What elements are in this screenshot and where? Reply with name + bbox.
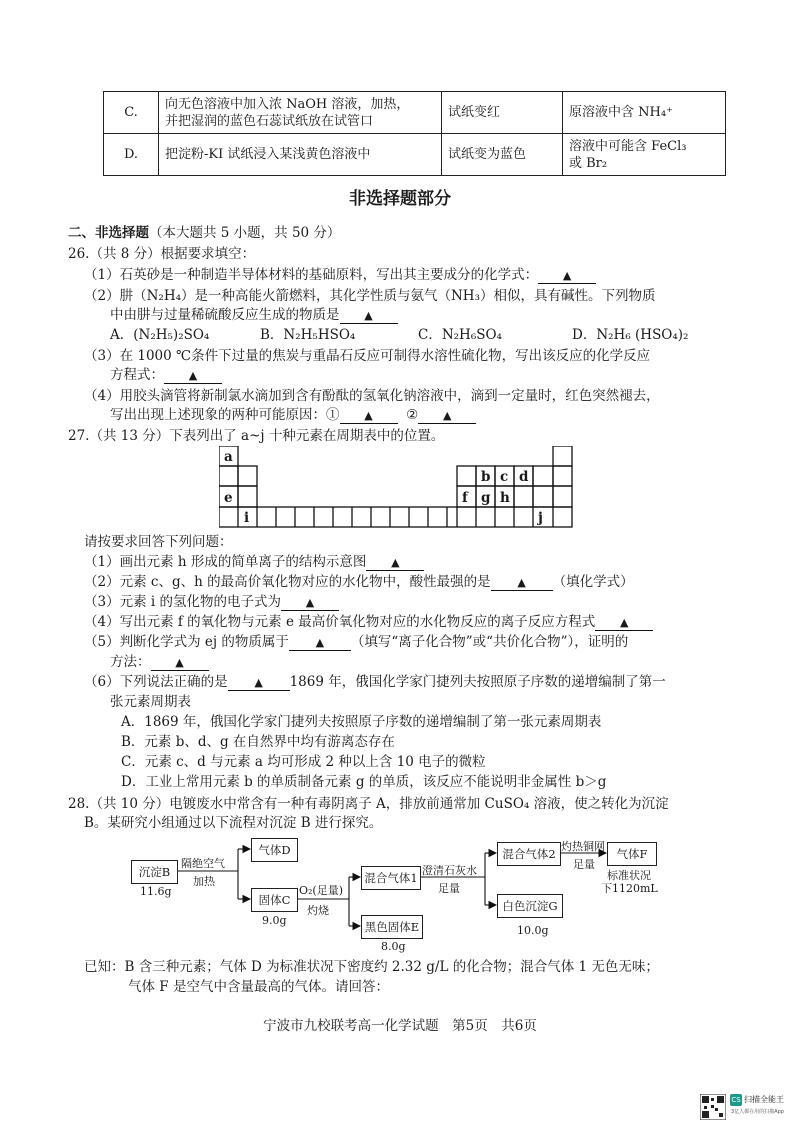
answer-blank: ▲ xyxy=(151,656,209,671)
condition-1b: 加热 xyxy=(193,875,215,888)
white-precipitate-g-box: 白色沉淀G xyxy=(497,894,563,918)
q28-known-line1: 已知：B 含三种元素；气体 D 为标准状况下密度约 2.32 g/L 的化合物；混合气体 1 无色无味； xyxy=(84,959,659,975)
q27-option-c: C．元素 c、d 与元素 a 均可形成 2 种以上含 10 电子的微粒 xyxy=(121,754,486,770)
option-letter: D. xyxy=(104,134,159,176)
table-row xyxy=(104,92,726,134)
operation-cell xyxy=(159,134,442,176)
answer-blank: ▲ xyxy=(289,636,351,651)
answer-blank: ▲ xyxy=(538,269,596,284)
condition-4b: 足量 xyxy=(573,858,595,871)
operation-line: 向无色溶液中加入浓 NaOH 溶液，加热， xyxy=(165,96,410,112)
table-row xyxy=(104,134,726,176)
element-b: b xyxy=(481,469,491,485)
operation-cell xyxy=(159,92,442,134)
condition-f1: 标准状况 xyxy=(607,869,651,882)
qr-code-icon xyxy=(700,1094,726,1120)
element-a: a xyxy=(224,449,233,465)
mass-g: 10.0g xyxy=(517,924,549,937)
phenomenon-cell: 试纸变为蓝色 xyxy=(442,134,563,176)
watermark-subtitle: 3亿人都在用的扫描App xyxy=(731,1109,784,1115)
mass-b: 11.6g xyxy=(140,885,172,898)
q26-choice-a: A．(N₂H₅)₂SO₄ xyxy=(110,327,210,343)
q27-part6-line1 xyxy=(84,673,666,691)
element-h: h xyxy=(500,490,510,506)
element-f: f xyxy=(462,490,468,506)
q27-part5-text: （5）判断化学式为 ej 的物质属于 xyxy=(84,634,289,650)
conclusion-line: 溶液中可能含 FeCl₃ xyxy=(569,138,687,154)
q26-part1-text: （1）石英砂是一种制造半导体材料的基础原料，写出其主要成分的化学式： xyxy=(84,267,539,283)
q27-part2-text: （2）元素 c、g、h 的最高价氧化物对应的水化物中，酸性最强的是 xyxy=(84,574,491,590)
mass-c: 9.0g xyxy=(262,914,287,927)
answer-blank: ▲ xyxy=(418,409,476,424)
q26-choice-b: B．N₂H₅HSO₄ xyxy=(260,327,356,343)
answer-blank: ▲ xyxy=(340,309,398,324)
operation-line: 并把湿润的蓝色石蕊试纸放在试管口 xyxy=(165,113,374,129)
q26-part2-text: 中由肼与过量稀硫酸反应生成的物质是 xyxy=(110,307,340,323)
solid-c-box: 固体C xyxy=(251,888,298,912)
q26-part4-text: 写出出现上述现象的两种可能原因：① xyxy=(110,407,340,423)
condition-2a: O₂(足量) xyxy=(299,884,344,897)
q26-part2-line2 xyxy=(110,306,398,324)
q27-part1-text: （1）画出元素 h 形成的简单离子的结构示意图 xyxy=(84,554,367,570)
precipitate-b-box: 沉淀B xyxy=(131,860,178,884)
condition-f2: 下1120mL xyxy=(601,882,658,895)
q27-part1 xyxy=(84,553,424,571)
element-e: e xyxy=(224,490,233,506)
q27-intro: 请按要求回答下列问题： xyxy=(84,534,233,550)
section-heading-rest: （本大题共 5 小题，共 50 分） xyxy=(149,225,341,241)
answer-blank: ▲ xyxy=(595,616,653,631)
q27-part5-line2 xyxy=(110,653,209,671)
option-letter: C. xyxy=(104,92,159,134)
section-title: 非选择题部分 xyxy=(349,189,451,209)
q27-part3-text: （3）元素 i 的氢化物的电子式为 xyxy=(84,594,281,610)
q27-part5-method: 方法： xyxy=(110,654,151,670)
q26-part3-text: 方程式： xyxy=(110,367,164,383)
q26-part2-line1: （2）肼（N₂H₄）是一种高能火箭燃料，其化学性质与氨气（NH₃）相似，具有碱性。下列物质 xyxy=(84,288,656,304)
phenomenon-cell: 试纸变红 xyxy=(442,92,563,134)
gas-f-box: 气体F xyxy=(607,842,657,866)
q27-heading: 27.（共 13 分）下表列出了 a~j 十种元素在周期表中的位置。 xyxy=(68,428,445,444)
q26-heading: 26.（共 8 分）根据要求填空： xyxy=(68,246,256,262)
periodic-table xyxy=(219,446,573,532)
q28-heading-line2: B。某研究小组通过以下流程对沉淀 B 进行探究。 xyxy=(84,815,383,831)
q26-part4-line2 xyxy=(110,406,476,424)
q26-part4-line1: （4）用胶头滴管将新制氯水滴加到含有酚酞的氢氧化钠溶液中，滴到一定量时，红色突然褪去， xyxy=(84,388,660,404)
section-heading xyxy=(68,224,340,242)
answer-blank: ▲ xyxy=(281,596,339,611)
condition-3a: 澄清石灰水 xyxy=(422,864,477,877)
q27-part6-tail: 1869 年，俄国化学家门捷列夫按照原子序数的递增编制了第一 xyxy=(289,674,666,690)
element-g: g xyxy=(481,490,491,506)
condition-3b: 足量 xyxy=(438,882,460,895)
q26-choice-c: C．N₂H₆SO₄ xyxy=(418,327,502,343)
conclusion-cell xyxy=(563,92,726,134)
answer-blank: ▲ xyxy=(340,409,398,424)
q27-option-a: A．1869 年，俄国化学家门捷列夫按照原子序数的递增编制了第一张元素周期表 xyxy=(121,714,602,730)
gas-d-box: 气体D xyxy=(251,838,298,862)
answer-blank: ▲ xyxy=(491,576,553,591)
condition-2b: 灼烧 xyxy=(307,904,329,917)
mixed-gas-1-box: 混合气体1 xyxy=(361,866,421,890)
q26-part4-circle2: ② xyxy=(406,407,419,423)
q26-part3-line2 xyxy=(110,366,222,384)
q26-choice-d: D．N₂H₆ (HSO₄)₂ xyxy=(572,327,689,343)
q27-part3 xyxy=(84,593,339,611)
q27-part2-tail: （填化学式） xyxy=(552,574,634,590)
watermark-title: 扫描全能王 xyxy=(744,1095,784,1104)
element-c: c xyxy=(500,469,509,485)
q27-part2 xyxy=(84,573,634,591)
answer-blank: ▲ xyxy=(366,556,424,571)
camscanner-logo: CS xyxy=(731,1096,741,1104)
conclusion-line: 或 Br₂ xyxy=(569,155,608,171)
conclusion-cell xyxy=(563,134,726,176)
scanner-watermark xyxy=(700,1088,798,1126)
q27-part5-tail: （填写“离子化合物”或“共价化合物”），证明的 xyxy=(350,634,629,650)
element-i: i xyxy=(244,510,250,526)
section-heading-bold: 二、非选择题 xyxy=(68,225,149,241)
mass-e: 8.0g xyxy=(381,940,406,953)
options-table xyxy=(103,91,726,176)
q26-part3-line1: （3）在 1000 ℃条件下过量的焦炭与重晶石反应可制得水溶性硫化物，写出该反应的化学反应 xyxy=(84,348,651,364)
condition-4a: 灼热铜网 xyxy=(561,840,605,853)
q26-part1 xyxy=(84,266,596,284)
q27-option-d: D．工业上常用元素 b 的单质制备元素 g 的单质，该反应不能说明非金属性 b＞g xyxy=(121,774,607,790)
q27-part5-line1 xyxy=(84,633,628,651)
q27-part4 xyxy=(84,613,653,631)
q28-known-line2: 气体 F 是空气中含量最高的气体。请回答： xyxy=(128,979,389,995)
element-d: d xyxy=(519,469,529,485)
condition-1a: 隔绝空气 xyxy=(181,857,225,870)
q28-heading-line1: 28.（共 10 分）电镀废水中常含有一种有毒阴离子 A，排放前通常加 CuSO₄ 溶液，使之转化为沉淀 xyxy=(68,796,669,812)
conclusion-line: 原溶液中含 NH₄⁺ xyxy=(569,105,673,120)
q27-option-b: B．元素 b、d、g 在自然界中均有游离态存在 xyxy=(121,734,395,750)
periodic-table-grid xyxy=(219,446,573,528)
answer-blank: ▲ xyxy=(164,369,222,384)
black-solid-e-box: 黑色固体E xyxy=(361,915,423,939)
operation-line: 把淀粉-KI 试纸浸入某浅黄色溶液中 xyxy=(165,147,371,162)
element-j: j xyxy=(538,510,543,526)
page-footer: 宁波市九校联考高一化学试题 第5页 共6页 xyxy=(263,1018,537,1034)
answer-blank: ▲ xyxy=(228,676,290,691)
q27-part6-text: （6）下列说法正确的是 xyxy=(84,674,228,690)
mixed-gas-2-box: 混合气体2 xyxy=(497,842,561,866)
q27-part6-line2: 张元素周期表 xyxy=(110,694,191,710)
q27-part4-text: （4）写出元素 f 的氧化物与元素 e 最高价氧化物对应的水化物反应的离子反应方程式 xyxy=(84,614,596,630)
